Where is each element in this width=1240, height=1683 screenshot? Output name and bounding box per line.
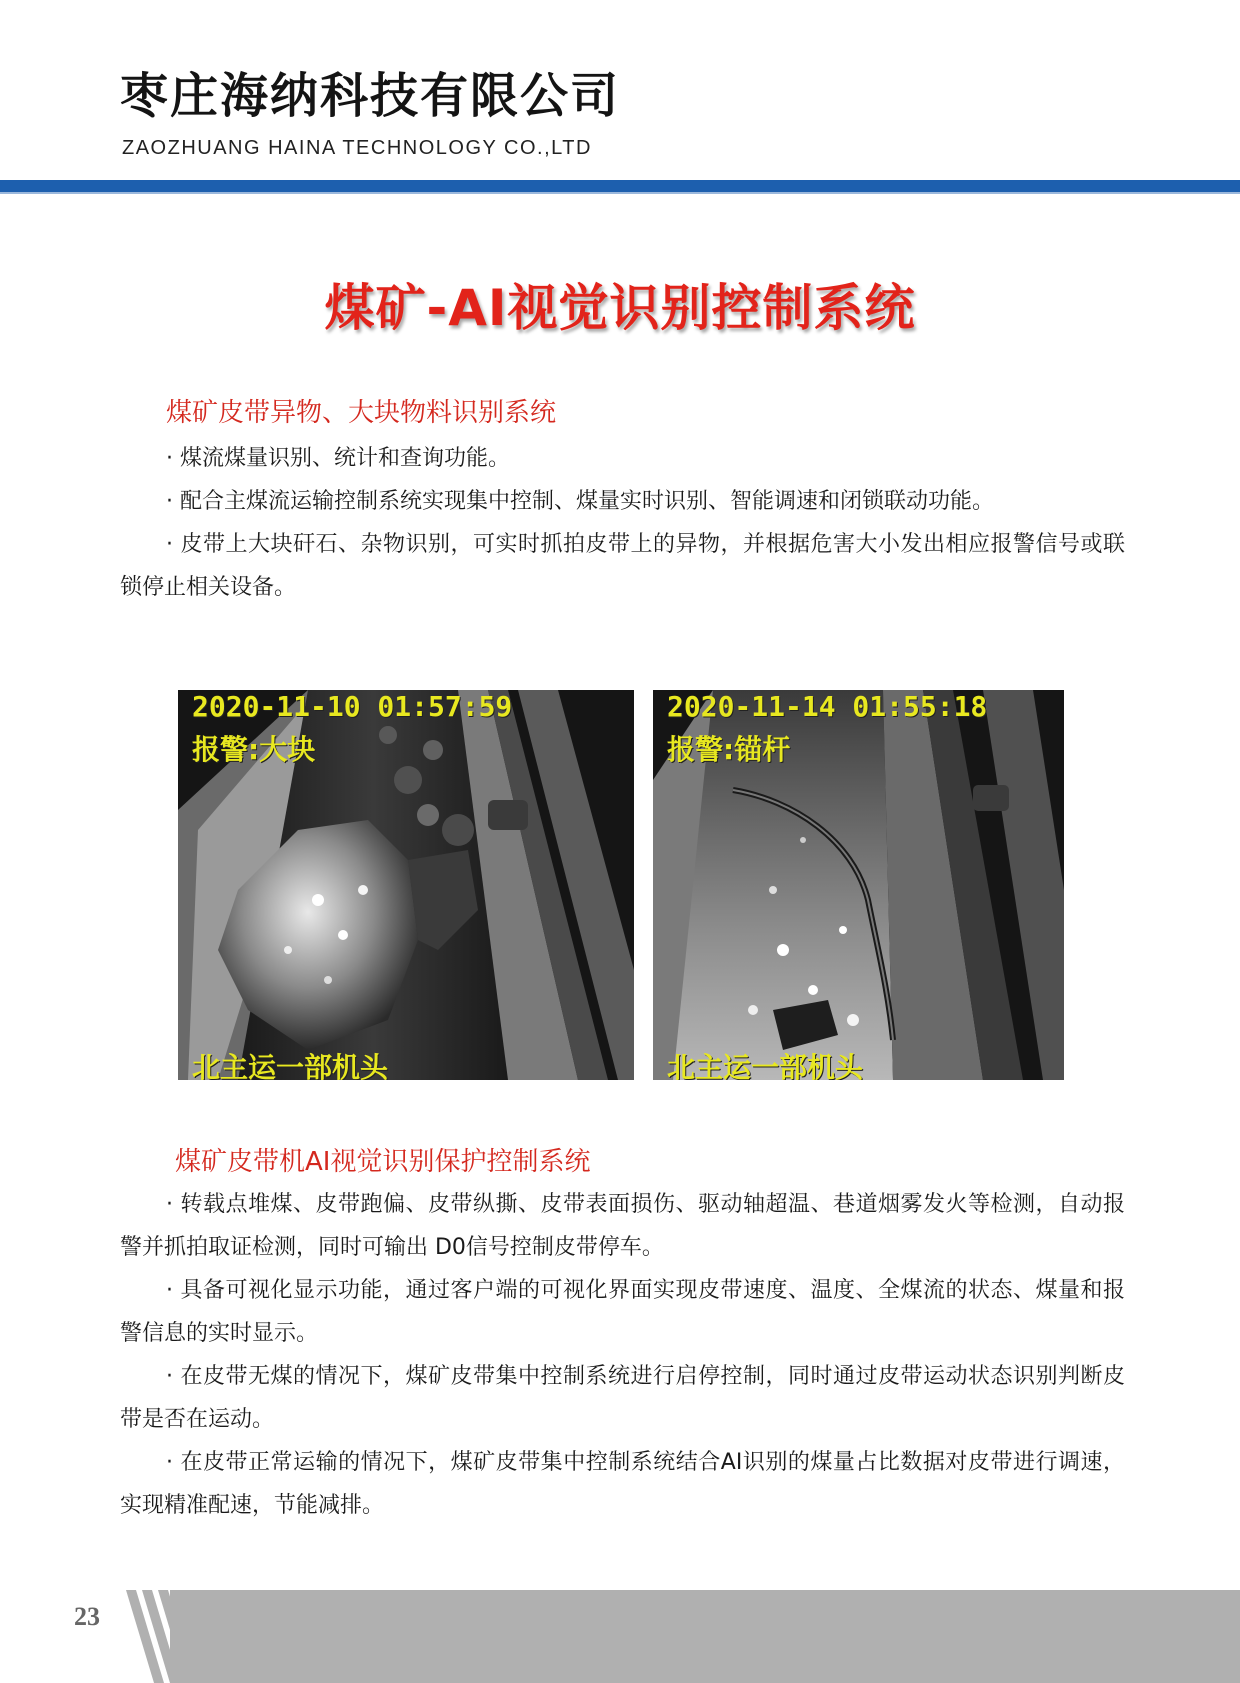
page-number: 23 — [74, 1602, 100, 1631]
company-name-en: ZAOZHUANG HAINA TECHNOLOGY CO.,LTD — [122, 137, 592, 159]
company-name-cn: 枣庄海纳科技有限公司 — [120, 68, 621, 124]
section1-heading: 煤矿皮带异物、大块物料识别系统 — [166, 398, 557, 428]
photo1-timestamp: 2020-11-10 01:57:59 — [192, 690, 513, 723]
section1-bullet-3: · 皮带上大块矸石、杂物识别，可实时抓拍皮带上的异物，并根据危害大小发出相应报警信号或联锁停止相关设备。 — [120, 532, 1125, 600]
footer-stripes-decoration — [120, 1590, 220, 1683]
photo2-timestamp: 2020-11-14 01:55:18 — [667, 690, 988, 723]
section1-bullet-2: · 配合主煤流运输控制系统实现集中控制、煤量实时识别、智能调速和闭锁联动功能。 — [166, 489, 994, 514]
page-title: 煤矿-AI视觉识别控制系统 — [324, 279, 916, 337]
camera-photo-anchor-rod — [653, 690, 1064, 1080]
photo1-location: 北主运一部机头 — [192, 1051, 389, 1080]
photo2-location: 北主运一部机头 — [667, 1051, 864, 1080]
section1-bullet-1: · 煤流煤量识别、统计和查询功能。 — [166, 446, 510, 471]
photo2-alarm-label: 报警:锚杆 — [667, 733, 791, 766]
section2-bullet-3: · 在皮带无煤的情况下，煤矿皮带集中控制系统进行启停控制，同时通过皮带运动状态识别判断皮带是否在运动。 — [120, 1364, 1125, 1432]
photo1-alarm-label: 报警:大块 — [192, 733, 316, 766]
section2-bullet-1: · 转载点堆煤、皮带跑偏、皮带纵撕、皮带表面损伤、驱动轴超温、巷道烟雾发火等检测，自动报警并抓拍取证检测，同时可输出 D0信号控制皮带停车。 — [120, 1192, 1125, 1260]
header-bar — [0, 180, 1240, 192]
section2-bullet-4: · 在皮带正常运输的情况下，煤矿皮带集中控制系统结合AI识别的煤量占比数据对皮带进行调速，实现精准配速，节能减排。 — [120, 1450, 1125, 1518]
section2-heading: 煤矿皮带机AI视觉识别保护控制系统 — [175, 1147, 591, 1177]
camera-photo-large-rock — [178, 690, 634, 1080]
section2-bullet-2: · 具备可视化显示功能，通过客户端的可视化界面实现皮带速度、温度、全煤流的状态、煤量和报警信息的实时显示。 — [120, 1278, 1125, 1346]
